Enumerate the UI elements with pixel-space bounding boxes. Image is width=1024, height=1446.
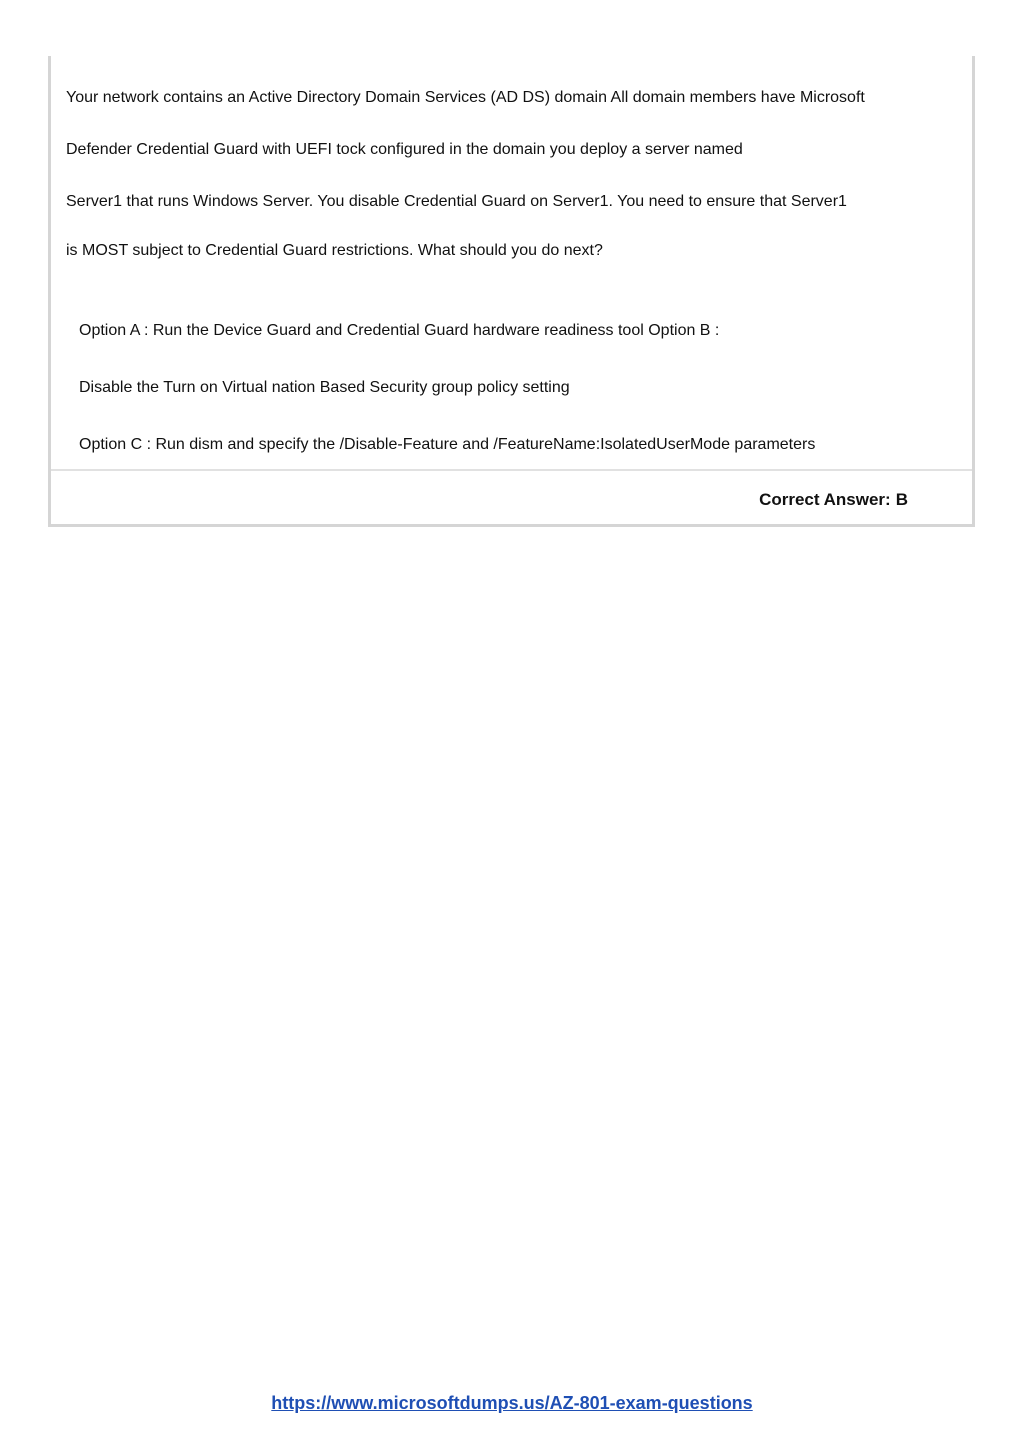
card-divider [51,469,972,471]
option-line-2: Disable the Turn on Virtual nation Based Security group policy setting [79,379,570,396]
option-line-1: Option A : Run the Device Guard and Credential Guard hardware readiness tool Option B : [79,322,720,339]
question-line-3: Server1 that runs Windows Server. You disable Credential Guard on Server1. You need to ensure that Server1 [66,193,847,210]
correct-answer [759,489,908,511]
option-line-3: Option C : Run dism and specify the /Disable-Feature and /FeatureName:IsolatedUserMode parameters [79,436,816,453]
question-card [48,56,975,527]
correct-answer-value: B [895,490,908,509]
correct-answer-label: Correct Answer: [759,490,891,509]
question-line-2: Defender Credential Guard with UEFI tock configured in the domain you deploy a server named [66,141,743,158]
footer-link[interactable]: https://www.microsoftdumps.us/AZ-801-exam-questions [271,1393,753,1413]
footer [0,1392,1024,1414]
question-line-1: Your network contains an Active Directory Domain Services (AD DS) domain All domain members have Microsoft [66,89,865,106]
question-line-4: is MOST subject to Credential Guard restrictions. What should you do next? [66,242,603,259]
